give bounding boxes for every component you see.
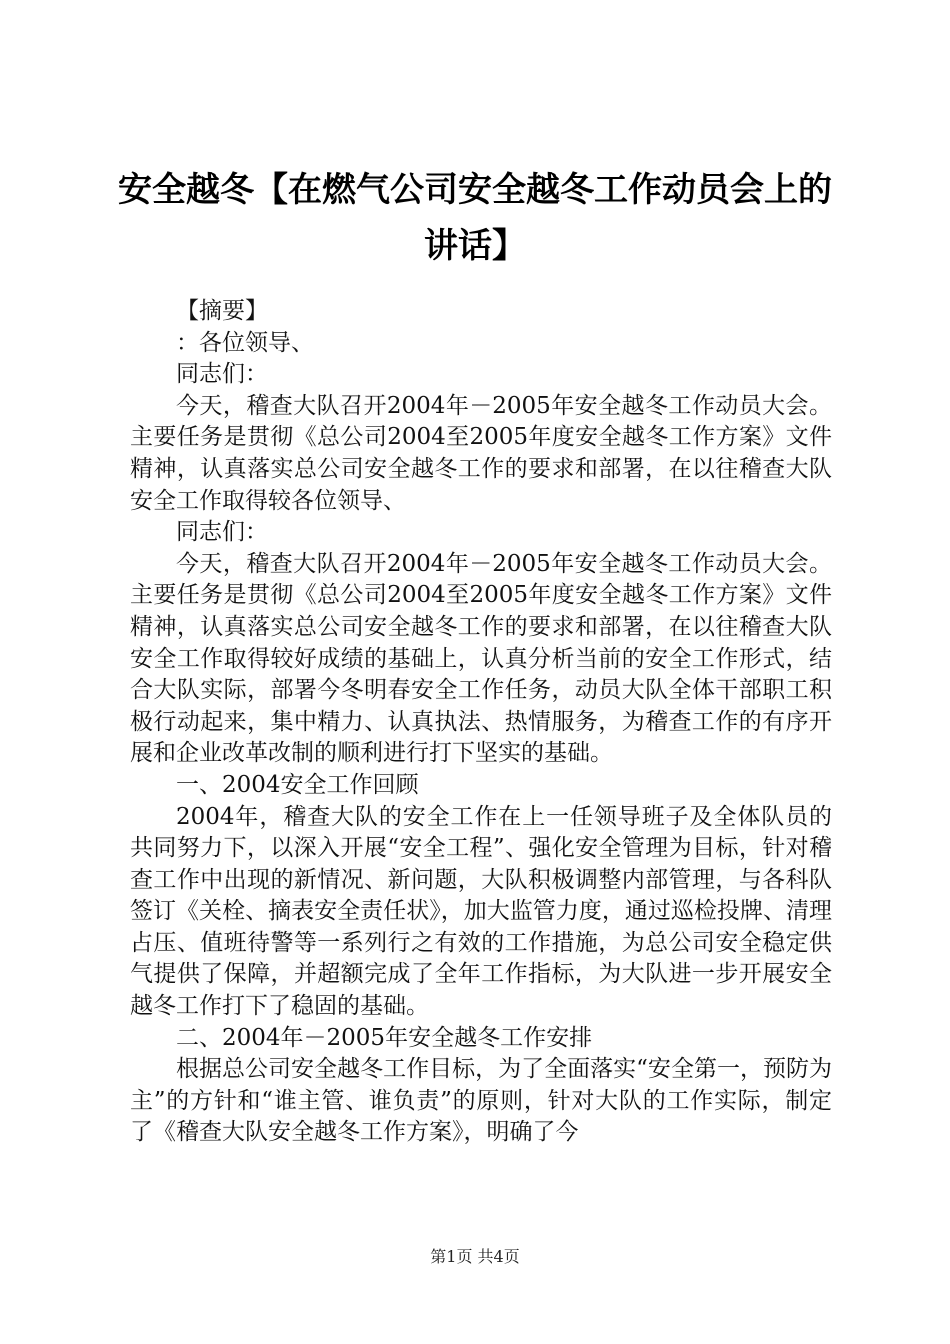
paragraph: 【摘要】 — [176, 298, 268, 324]
paragraph: 今天，稽查大队召开2004年－2005年安全越冬工作动员大会。主要任务是贯彻《总公司2004至2005年度安全越冬工作方案》文件精神，认真落实总公司安全越冬工作的要求和部署，在以往稽查大队安全工作取得较各位领导、 — [130, 392, 832, 514]
paragraph: 2004年，稽查大队的安全工作在上一任领导班子及全体队员的共同努力下，以深入开展“安全工程”、强化安全管理为目标，针对稽查工作中出现的新情况、新问题，大队积极调整内部管理，与各科队签订《关栓、摘表安全责任状》，加大监管力度，通过巡检投牌、清理占压、值班待警等一系列行之有效的工作措施，为总公司安全稳定供气提供了保障，并超额完成了全年工作指标，为大队进一步开展安全越冬工作打下了稳固的基础。 — [130, 803, 832, 1020]
page-footer: 第1页 共4页 — [430, 1247, 520, 1266]
paragraph: ：各位领导、 — [176, 329, 314, 356]
document-body — [130, 296, 832, 1149]
section-heading: 二、2004年－2005年安全越冬工作安排 — [176, 1024, 593, 1051]
paragraph: 根据总公司安全越冬工作目标，为了全面落实“安全第一，预防为主”的方针和“谁主管、谁负责”的原则，针对大队的工作实际，制定了《稽查大队安全越冬工作方案》，明确了今 — [130, 1056, 832, 1146]
document-title: 安全越冬【在燃气公司安全越冬工作动员会上的讲话】 — [118, 170, 832, 266]
paragraph: 今天，稽查大队召开2004年－2005年安全越冬工作动员大会。主要任务是贯彻《总公司2004至2005年度安全越冬工作方案》文件精神，认真落实总公司安全越冬工作的要求和部署，在以往稽查大队安全工作取得较好成绩的基础上，认真分析当前的安全工作形式，结合大队实际，部署今冬明春安全工作任务，动员大队全体干部职工积极行动起来，集中精力、认真执法、热情服务，为稽查工作的有序开展和企业改革改制的顺利进行打下坚实的基础。 — [130, 550, 832, 767]
paragraph: 同志们： — [176, 361, 268, 388]
paragraph: 同志们： — [176, 519, 268, 546]
section-heading: 一、2004安全工作回顾 — [176, 771, 419, 798]
